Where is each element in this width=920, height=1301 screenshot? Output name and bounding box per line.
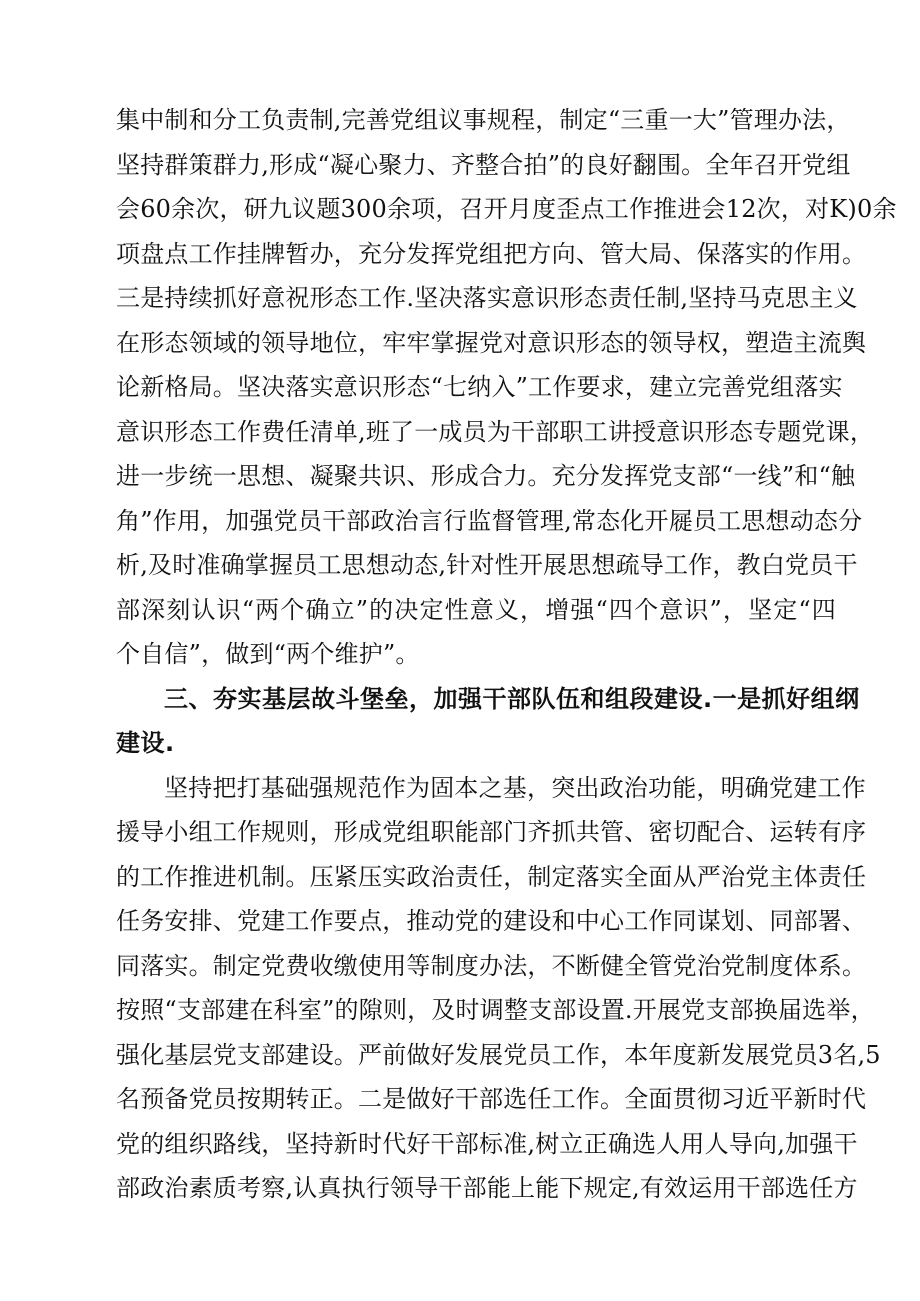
section-heading (116, 677, 860, 766)
paragraph-ideology-work (116, 98, 897, 677)
text-line: 坚持把打基础强规范作为固本之基，突出政治功能，明确党建工作 (164, 773, 866, 802)
text-line: 按照“支部建在科室”的隙则，及时调整支部设置.开展党支部换届选举， (116, 996, 875, 1024)
text-line: 部深刻认识“两个确立”的决定性意义，增强“四个意识”，坚定“四 (116, 595, 836, 624)
document-body (116, 98, 897, 1211)
text-line: 的工作推进机制。压紧压实政治责任，制定落实全面从严治党主体责任 (116, 862, 867, 891)
text-line: 名预备党员按期转正。二是做好干部选任工作。全面贯彻习近平新时代 (116, 1085, 867, 1113)
text-line: 同落实。制定党费收缴使用等制度办法，不断健全管党治党制度体系。 (116, 951, 867, 980)
text-line: 坚持群策群力,形成“凝心聚力、齐整合拍”的良好翻围。全年召开党组 (116, 150, 851, 179)
heading-line: 三、夯实基层故斗堡垒，加强干部队伍和组段建设.一是抓好组纲 (164, 684, 860, 713)
text-line: 会60余次，研九议题300余项，召开月度歪点工作推进会12次，对K)0余 (116, 195, 897, 223)
text-line: 任务安排、党建工作要点，推动党的建设和中心工作同谋划、同部署、 (116, 907, 867, 935)
text-line: 意识形态工作费任清单,班了一成员为干部职工讲授意识形态专题党课， (116, 417, 875, 446)
text-line: 析,及时准确掌握员工思想动态,针对性开展思想疏导工作，教白党员干 (116, 551, 858, 579)
text-line: 强化基层党支部建设。严前做好发展党员工作，本年度新发展党员3名,5 (116, 1040, 881, 1069)
text-line: 部政治素质考察,认真执行领导干部能上能下规定,有效运用干部选任方 (116, 1174, 858, 1202)
text-line: 角”作用，加强党员干部政治言行监督管理,常态化开屣员工思想动态分 (116, 506, 863, 535)
text-line: 论新格局。坚决落实意识形态“七纳入”工作要求，建立完善党组落实 (116, 373, 843, 401)
text-line: 在形态领域的领导地位，牢牢掌握党对意识形态的领导权，塑造主流舆 (116, 328, 867, 357)
heading-line: 建设. (116, 729, 175, 757)
text-line: 援导小组工作规则，形成党组职能部门齐抓共管、密切配合、运转有序 (116, 818, 867, 846)
text-line: 个自信”，做到“两个维护”。 (116, 640, 420, 668)
text-line: 三是持续抓好意祝形态工作.坚决落实意识形态责任制,坚持马克思主义 (116, 284, 858, 312)
paragraph-organization-building (116, 766, 881, 1211)
text-line: 党的组织路线，坚持新时代好干部标准,树立正确选人用人导向,加强干 (116, 1129, 858, 1158)
text-line: 集中制和分工负责制,完善党组议事规程，制定“三重一大”管理办法， (116, 106, 851, 134)
text-line: 项盘点工作挂牌暂办，充分发挥党组把方向、管大局、保落实的作用。 (116, 239, 867, 268)
text-line: 进一步统一思想、凝聚共识、形成合力。充分发挥党支部“一线”和“触 (116, 462, 856, 490)
